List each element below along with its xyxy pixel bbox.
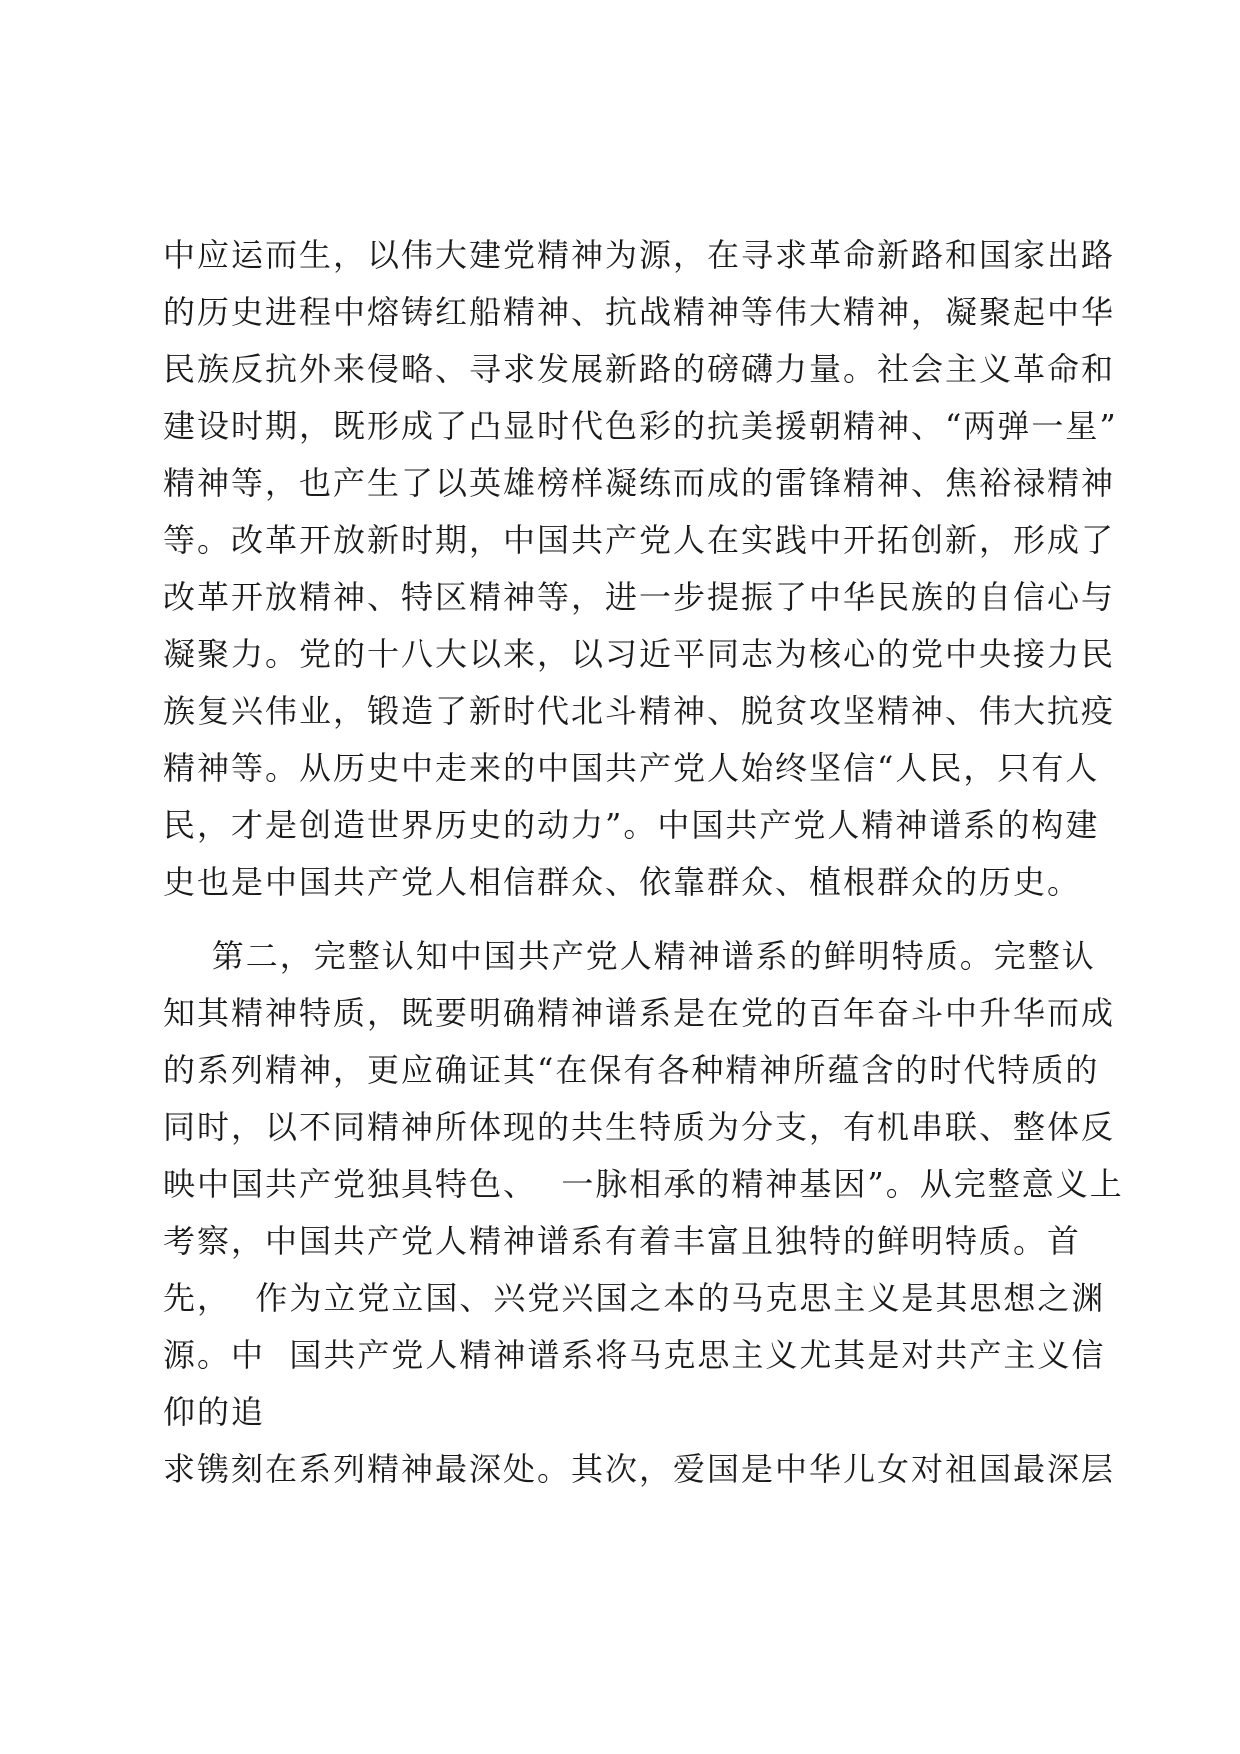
text-line: 源。中 国共产党人精神谱系将马克思主义尤其是对共产主义信 bbox=[163, 1336, 1106, 1374]
text-line: 的系列精神，更应确证其“在保有各种精神所蕴含的时代特质的 bbox=[163, 1051, 1100, 1089]
text-line: 求镌刻在系列精神最深处。其次，爱国是中华儿女对祖国最深层 bbox=[163, 1450, 1116, 1488]
text-line: 的历史进程中熔铸红船精神、抗战精神等伟大精神，凝聚起中华 bbox=[163, 293, 1116, 331]
text-line: 仰的追 bbox=[163, 1393, 266, 1431]
text-line: 史也是中国共产党人相信群众、依靠群众、植根群众的历史。 bbox=[163, 863, 1082, 901]
text-line: 族复兴伟业，锻造了新时代北斗精神、脱贫攻坚精神、伟大抗疫 bbox=[163, 692, 1116, 730]
text-line: 改革开放精神、特区精神等，进一步提振了中华民族的自信心与 bbox=[163, 578, 1116, 616]
text-line: 精神等。从历史中走来的中国共产党人始终坚信“人民，只有人 bbox=[163, 749, 1100, 787]
text-line: 凝聚力。党的十八大以来，以习近平同志为核心的党中央接力民 bbox=[163, 635, 1116, 673]
text-line: 知其精神特质，既要明确精神谱系是在党的百年奋斗中升华而成 bbox=[163, 994, 1116, 1032]
text-line: 考察，中国共产党人精神谱系有着丰富且独特的鲜明特质。首 bbox=[163, 1222, 1082, 1260]
text-line: 民族反抗外来侵略、寻求发展新路的磅礴力量。社会主义革命和 bbox=[163, 350, 1116, 388]
text-line: 同时，以不同精神所体现的共生特质为分支，有机串联、整体反 bbox=[163, 1108, 1116, 1146]
text-line: 先， 作为立党立国、兴党兴国之本的马克思主义是其思想之渊 bbox=[163, 1279, 1106, 1317]
text-line: 精神等，也产生了以英雄榜样凝练而成的雷锋精神、焦裕禄精神 bbox=[163, 464, 1116, 502]
text-line: 民，才是创造世界历史的动力”。中国共产党人精神谱系的构建 bbox=[163, 806, 1100, 844]
text-line: 中应运而生，以伟大建党精神为源，在寻求革命新路和国家出路 bbox=[163, 236, 1116, 274]
text-line: 等。改革开放新时期，中国共产党人在实践中开拓创新，形成了 bbox=[163, 521, 1116, 559]
text-line: 映中国共产党独具特色、 一脉相承的精神基因”。从完整意义上 bbox=[163, 1165, 1124, 1203]
paragraph-start-line: 第二，完整认知中国共产党人精神谱系的鲜明特质。完整认 bbox=[163, 937, 1096, 975]
text-line: 建设时期，既形成了凸显时代色彩的抗美援朝精神、“两弹一星” bbox=[163, 407, 1118, 445]
